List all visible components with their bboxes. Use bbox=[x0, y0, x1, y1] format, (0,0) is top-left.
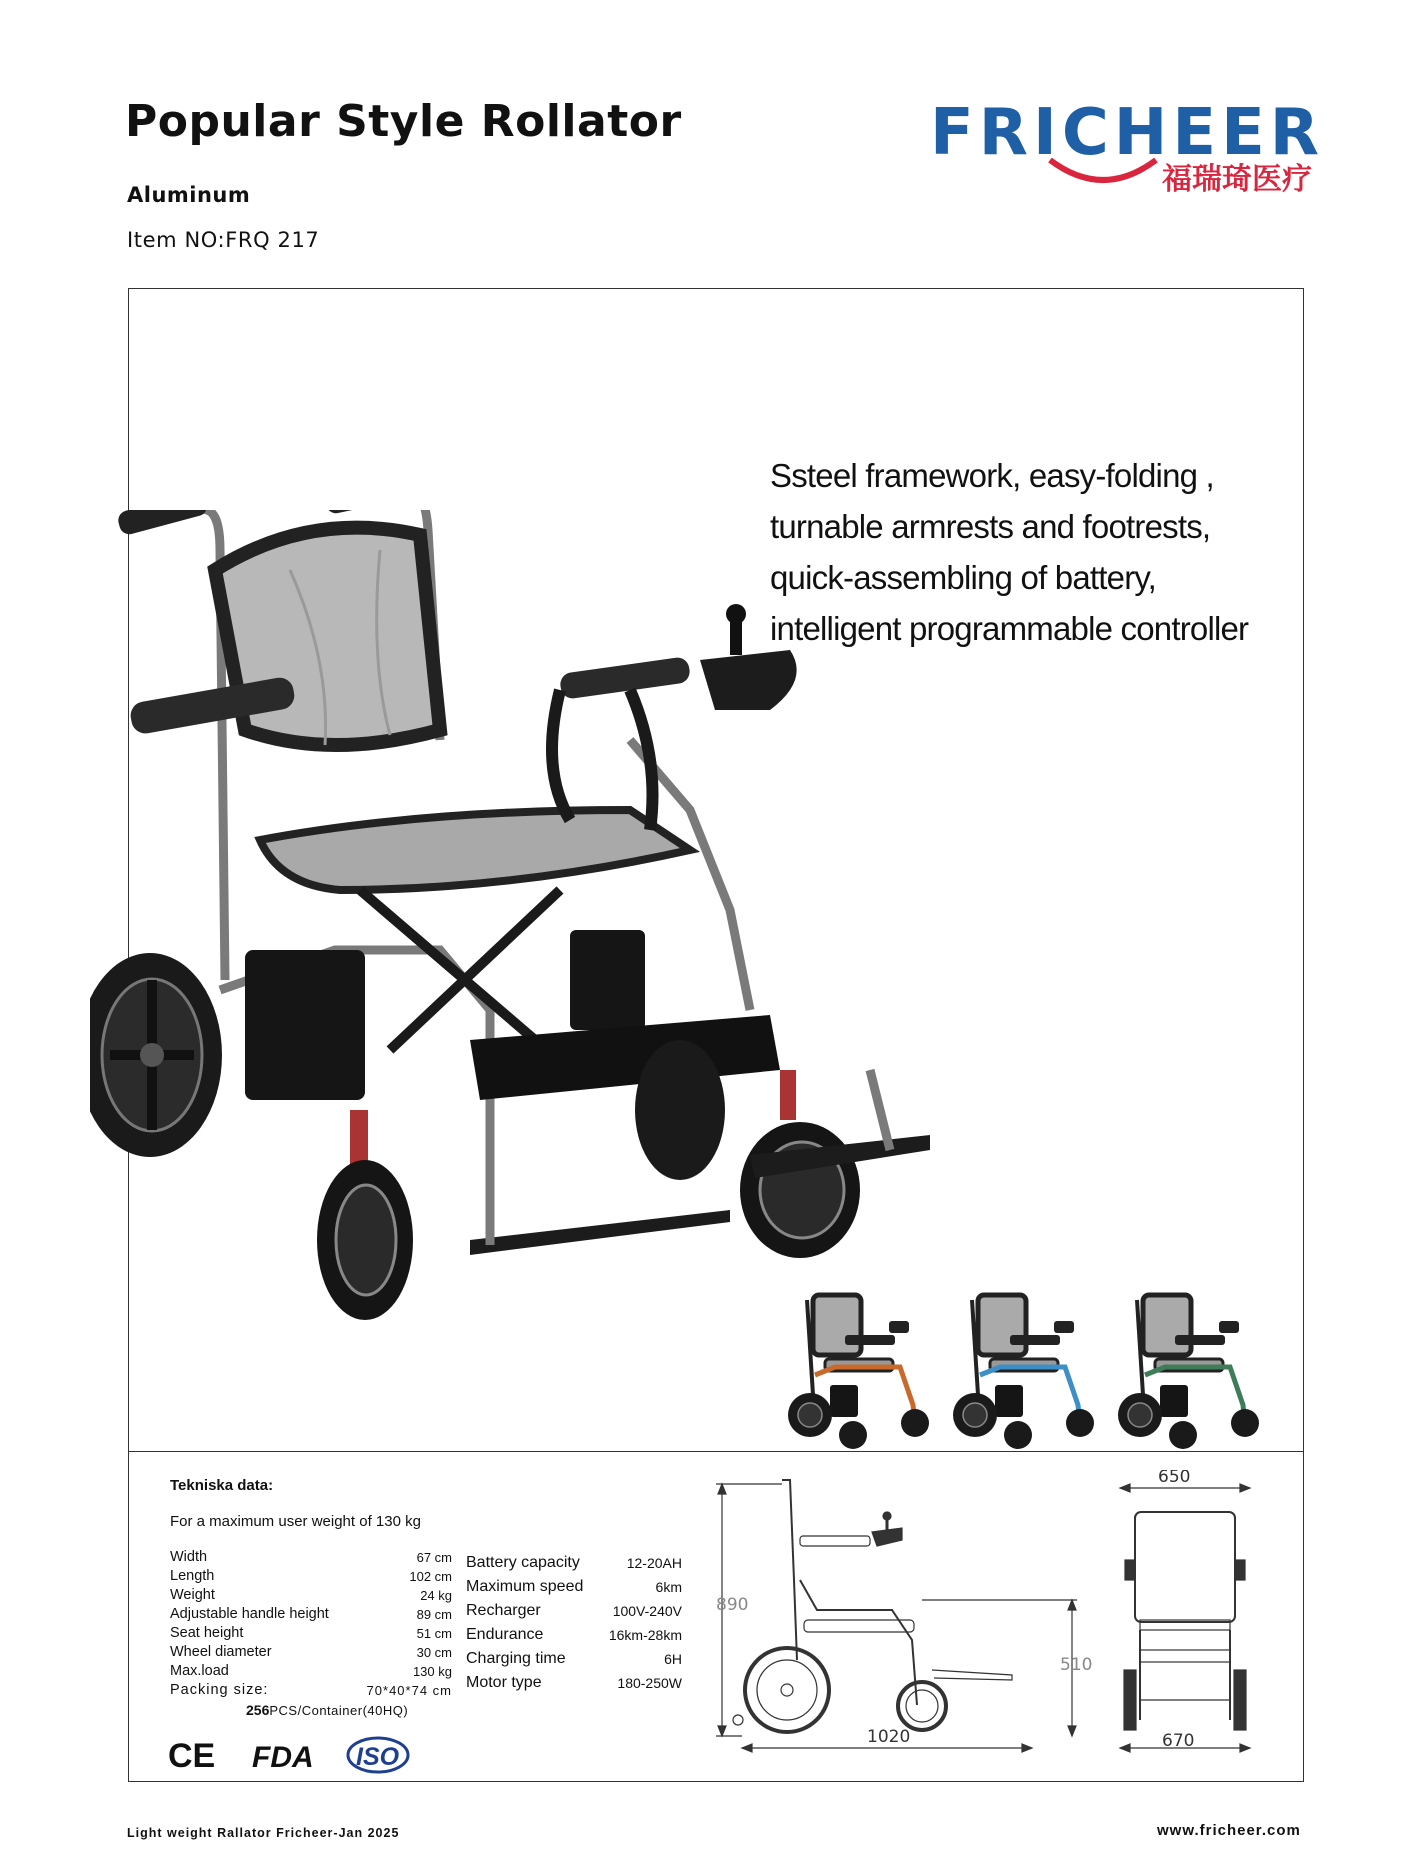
material-label: Aluminum bbox=[127, 183, 251, 207]
push-handle-right bbox=[323, 510, 411, 515]
item-number: Item NO:FRQ 217 bbox=[127, 228, 320, 252]
container-capacity: 256PCS/Container(40HQ) bbox=[246, 1702, 409, 1718]
joystick-controller bbox=[700, 650, 797, 710]
spec-row: Packing size: 70*40*74 cm bbox=[170, 1682, 452, 1698]
spec-row: Weight 24 kg bbox=[170, 1587, 452, 1603]
dimension-seat-height-label: 510 bbox=[1060, 1655, 1092, 1675]
electrical-spec-table bbox=[466, 1551, 682, 1695]
front-view-drawing bbox=[1110, 1470, 1260, 1760]
spec-note: For a maximum user weight of 130 kg bbox=[170, 1513, 421, 1530]
dimension-width-top-label: 650 bbox=[1158, 1470, 1191, 1487]
dimension-length-label: 1020 bbox=[867, 1727, 911, 1747]
website-link[interactable]: www.fricheer.com bbox=[1157, 1822, 1301, 1839]
spec-row: Max.load 130 kg bbox=[170, 1663, 452, 1679]
battery-box bbox=[245, 950, 365, 1100]
push-handle-left bbox=[116, 510, 209, 536]
feature-line: turnable armrests and footrests, bbox=[770, 508, 1211, 545]
front-caster-left bbox=[317, 1110, 413, 1320]
iso-logo-icon: ISO bbox=[356, 1743, 400, 1771]
spec-title: Tekniska data: bbox=[170, 1477, 274, 1494]
dimension-height-label: 890 bbox=[716, 1595, 749, 1615]
spec-row: Adjustable handle height 89 cm bbox=[170, 1606, 452, 1622]
brand-name: FRICHEER bbox=[930, 96, 1325, 170]
spec-row: Endurance 16km-28km bbox=[466, 1626, 682, 1643]
variant-green bbox=[1118, 1295, 1259, 1449]
spec-row: Recharger 100V-240V bbox=[466, 1602, 682, 1619]
brand-name-chinese: 福瑞琦医疗 bbox=[1162, 162, 1312, 197]
certification-logos bbox=[168, 1735, 428, 1775]
fda-logo-icon: FDA bbox=[252, 1741, 314, 1774]
wheelchair-image bbox=[90, 510, 950, 1370]
spec-row: Motor type 180-250W bbox=[466, 1674, 682, 1691]
smile-icon bbox=[1048, 156, 1158, 191]
variant-orange bbox=[788, 1295, 929, 1449]
spec-row: Charging time 6H bbox=[466, 1650, 682, 1667]
ce-mark-icon: CE bbox=[168, 1737, 216, 1775]
footer-caption: Light weight Rallator Fricheer-Jan 2025 bbox=[127, 1826, 400, 1840]
spec-row: Battery capacity 12-20AH bbox=[466, 1554, 682, 1571]
variant-blue bbox=[953, 1295, 1094, 1449]
spec-row: Seat height 51 cm bbox=[170, 1625, 452, 1641]
spec-row: Width 67 cm bbox=[170, 1549, 452, 1565]
spec-row: Length 102 cm bbox=[170, 1568, 452, 1584]
feature-line: quick-assembling of battery, bbox=[770, 559, 1157, 596]
dimension-width-bottom-label: 670 bbox=[1162, 1731, 1195, 1751]
seat-cushion bbox=[260, 810, 690, 890]
spec-row: Wheel diameter 30 cm bbox=[170, 1644, 452, 1660]
battery-box bbox=[570, 930, 645, 1030]
brand-logo bbox=[930, 96, 1330, 197]
feature-line: intelligent programmable controller bbox=[770, 610, 1249, 647]
feature-line: Ssteel framework, easy-folding , bbox=[770, 457, 1214, 494]
spec-row: Maximum speed 6km bbox=[466, 1578, 682, 1595]
rear-wheel bbox=[90, 953, 222, 1157]
spec-table bbox=[170, 1548, 452, 1720]
side-view-drawing bbox=[712, 1470, 1092, 1760]
color-variants bbox=[785, 1275, 1305, 1455]
footrest-left bbox=[470, 1210, 730, 1255]
page-title: Popular Style Rollator bbox=[125, 96, 682, 147]
